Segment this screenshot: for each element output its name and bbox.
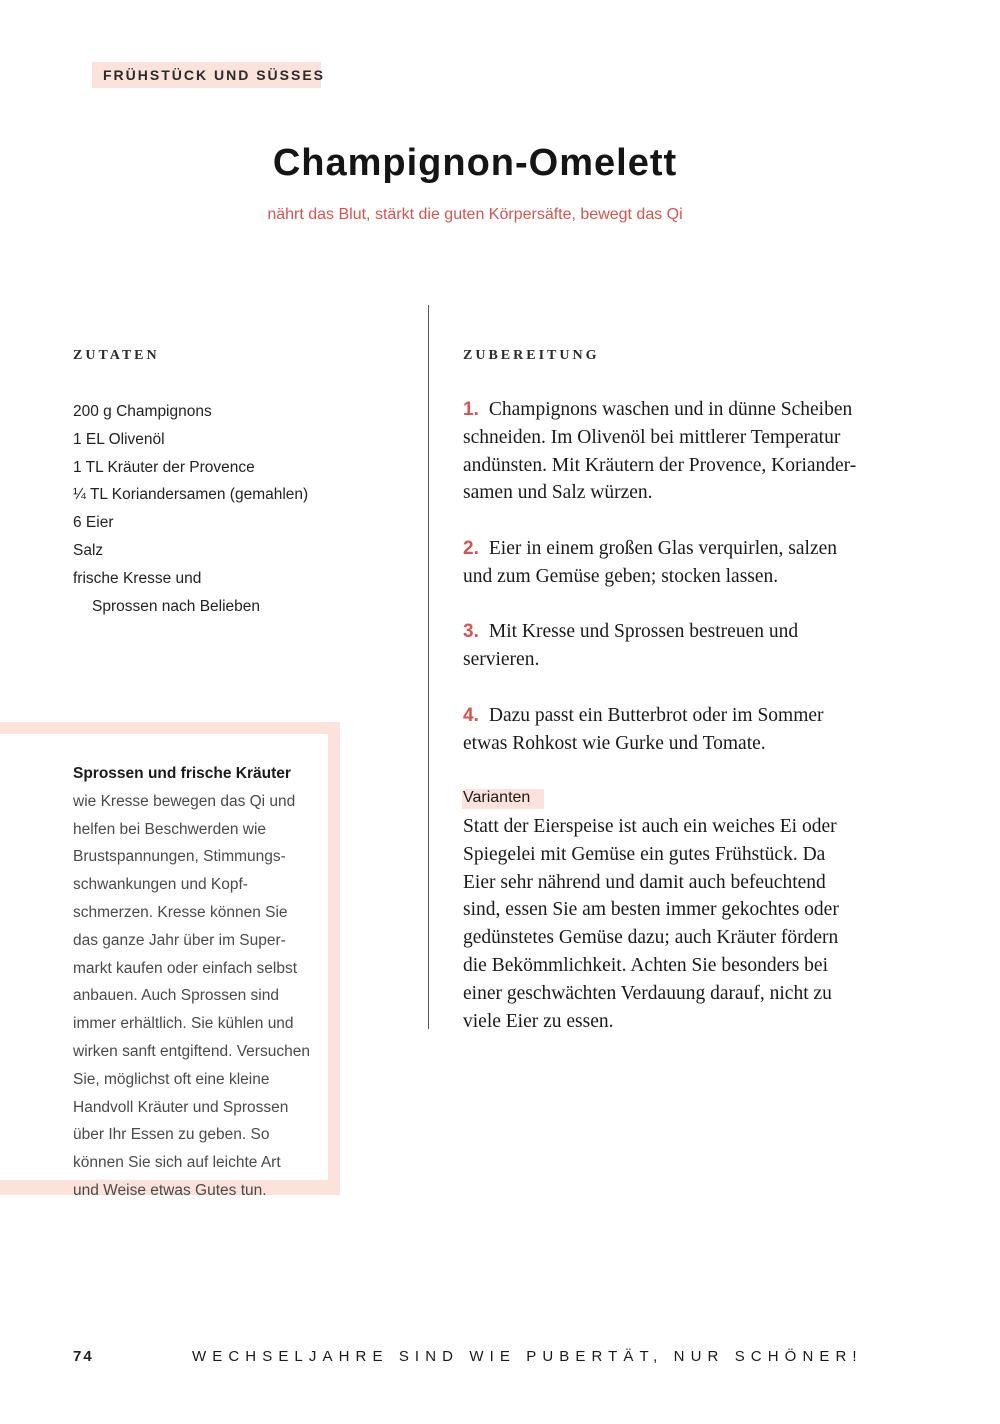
step-3 — [463, 618, 893, 674]
ingredient-item: Salz — [73, 541, 104, 559]
variants-line: Eier sehr nährend und damit auch befeuchtend — [463, 871, 826, 893]
info-box-text — [73, 760, 328, 1205]
info-box-line: und Weise etwas Gutes tun. — [73, 1181, 267, 1199]
step-line: Dazu passt ein Butterbrot oder im Sommer — [488, 705, 824, 726]
recipe-subtitle: nährt das Blut, stärkt die guten Körpersäfte, bewegt das Qi — [267, 206, 683, 223]
variants-line: gedünstetes Gemüse dazu; auch Kräuter fördern — [463, 927, 839, 949]
page-number: 74 — [73, 1348, 94, 1365]
step-number: 1. — [463, 399, 479, 420]
info-box-line: helfen bei Beschwerden wie — [73, 820, 267, 838]
step-line: etwas Rohkost wie Gurke und Tomate. — [463, 732, 766, 754]
info-box-line: Brustspannungen, Stimmungs- — [73, 848, 286, 866]
step-2 — [463, 535, 893, 591]
info-box-line: markt kaufen oder einfach selbst — [73, 959, 298, 977]
step-line: servieren. — [463, 648, 540, 670]
preparation-heading: ZUBEREITUNG — [463, 348, 600, 363]
ingredient-item: 1 EL Olivenöl — [73, 430, 165, 448]
ingredients-heading: ZUTATEN — [73, 348, 160, 363]
step-line: Champignons waschen und in dünne Scheiben — [488, 399, 853, 420]
info-box-line: wirken sanft entgiftend. Versuchen — [73, 1042, 310, 1060]
info-box-line: wie Kresse bewegen das Qi und — [73, 792, 296, 810]
variants-text — [463, 813, 893, 1035]
column-divider — [428, 305, 429, 1029]
step-number: 2. — [463, 538, 479, 559]
info-box-line: anbauen. Auch Sprossen sind — [73, 987, 279, 1005]
info-box-line: Handvoll Kräuter und Sprossen — [73, 1098, 289, 1116]
step-line: Eier in einem großen Glas verquirlen, salzen — [488, 538, 838, 559]
step-number: 3. — [463, 621, 479, 642]
info-box-line: über Ihr Essen zu geben. So — [73, 1126, 270, 1144]
step-1 — [463, 396, 893, 507]
variants-line: Statt der Eierspeise ist auch ein weiches Ei oder — [463, 816, 837, 837]
variants-label: Varianten — [463, 789, 531, 806]
info-box-line: das ganze Jahr über im Super- — [73, 931, 286, 949]
info-box-line: schmerzen. Kresse können Sie — [73, 903, 288, 921]
section-tag: FRÜHSTÜCK UND SÜSSES — [103, 67, 326, 83]
variants-line: einer geschwächten Verdauung darauf, nicht zu — [463, 982, 832, 1004]
step-4 — [463, 702, 893, 758]
info-box-line: schwankungen und Kopf- — [73, 876, 248, 894]
info-box-title: Sprossen und frische Kräuter — [73, 765, 291, 782]
step-line: und zum Gemüse geben; stocken lassen. — [463, 565, 779, 587]
variants-line: die Bekömmlichkeit. Achten Sie besonders bei — [463, 954, 829, 976]
ingredient-item: ¼ TL Koriandersamen (gemahlen) — [73, 486, 309, 504]
ingredient-item: frische Kresse und — [73, 569, 202, 587]
info-box-line: Sie, möglichst oft eine kleine — [73, 1070, 270, 1088]
step-number: 4. — [463, 705, 479, 726]
ingredient-item: 200 g Champignons — [73, 403, 212, 420]
step-line: andünsten. Mit Kräutern der Provence, Koriander- — [463, 454, 857, 476]
step-line: Mit Kresse und Sprossen bestreuen und — [488, 621, 799, 642]
ingredients-list — [73, 398, 308, 620]
variants-line: Spiegelei mit Gemüse ein gutes Frühstück. Da — [463, 843, 826, 865]
info-box-line: immer erhältlich. Sie kühlen und — [73, 1015, 294, 1033]
step-line: schneiden. Im Olivenöl bei mittlerer Temperatur — [463, 426, 841, 448]
ingredient-item: 6 Eier — [73, 514, 114, 532]
recipe-title: Champignon-Omelett — [272, 142, 678, 184]
info-box-line: können Sie sich auf leichte Art — [73, 1154, 281, 1172]
variants-line: viele Eier zu essen. — [463, 1010, 614, 1032]
ingredient-item: 1 TL Kräuter der Provence — [73, 458, 255, 476]
book-title-footer: WECHSELJAHRE SIND WIE PUBERTÄT, NUR SCHÖNER! — [192, 1348, 863, 1365]
ingredient-item: Sprossen nach Belieben — [92, 597, 261, 615]
variants-line: sind, essen Sie am besten immer gekochtes oder — [463, 899, 839, 921]
step-line: samen und Salz würzen. — [463, 482, 653, 504]
